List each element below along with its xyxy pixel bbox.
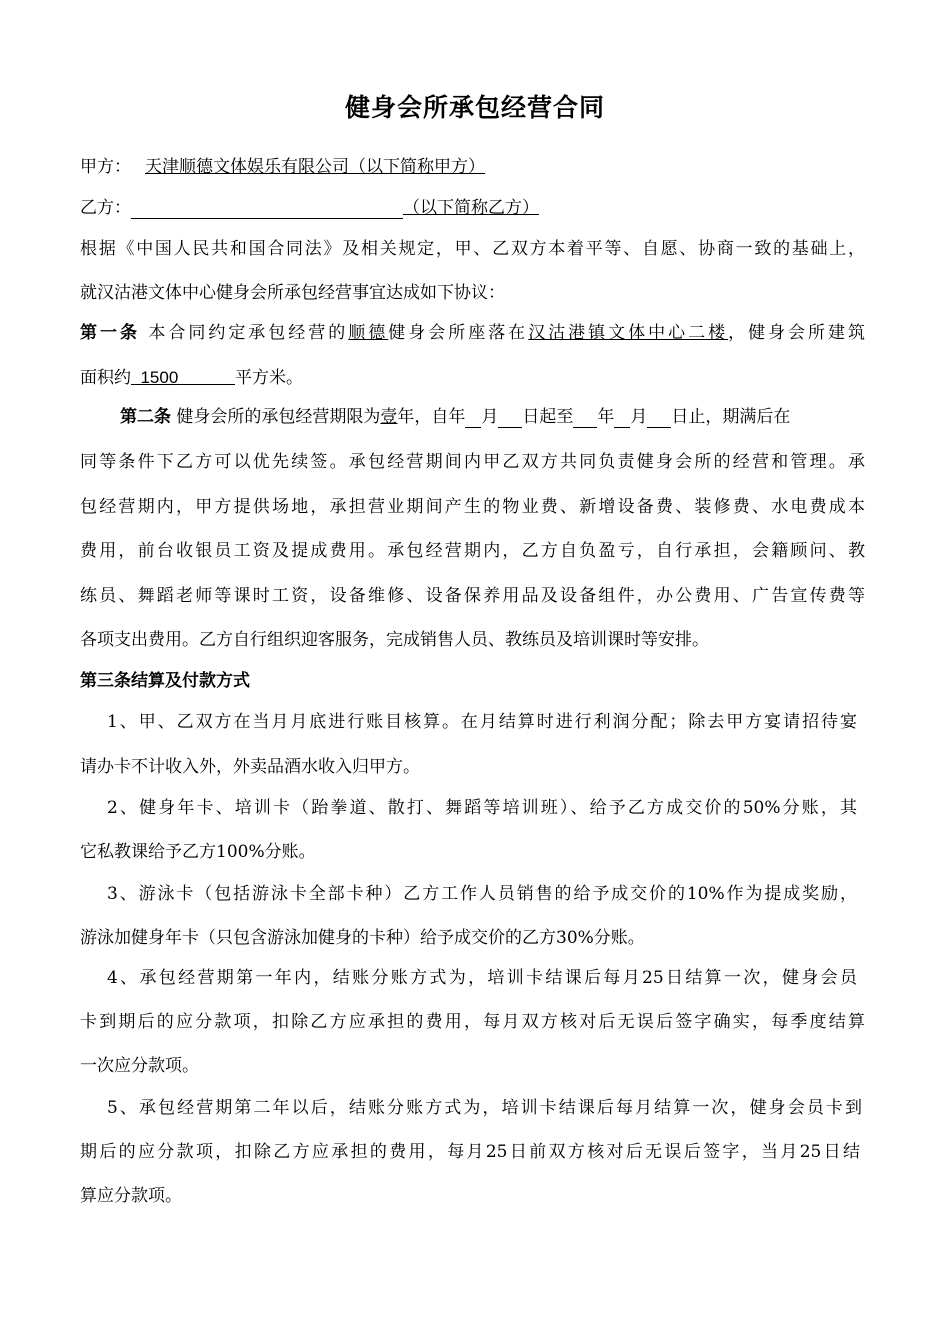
gym-location: 汉沽港镇文体中心二楼	[528, 323, 729, 343]
party-b-suffix: （以下简称乙方）	[403, 198, 539, 218]
document-title: 健身会所承包经营合同	[344, 93, 605, 122]
article-2-body-line: 费用，前台收银员工资及提成费用。承包经营期内，乙方自负盈亏，自行承担，会籍顾问、教	[80, 541, 865, 561]
contract-term: 壹	[380, 407, 398, 427]
party-a-value: 天津顺德文体娱乐有限公司（以下简称甲方）	[145, 157, 485, 177]
article-1-heading: 第一条	[80, 323, 140, 343]
article-1-line-1	[80, 322, 865, 344]
article-1-text: ，健身会所建筑	[728, 323, 866, 343]
article-2-text: 年	[597, 407, 615, 427]
article-3-item-3-line: 游泳加健身年卡（只包含游泳加健身的卡种）给予成交价的乙方30%分账。	[80, 928, 645, 948]
article-3-item-4-line: 一次应分款项。	[80, 1056, 199, 1076]
article-3-item-1-line: 1、甲、乙双方在当月月底进行账目核算。在月结算时进行利润分配；除去甲方宴请招待宴	[107, 712, 857, 732]
article-3-item-1-line: 请办卡不计收入外，外卖品酒水收入归甲方。	[80, 757, 420, 777]
party-a-line	[80, 156, 485, 178]
gym-area-value: 1500	[140, 368, 179, 387]
article-3-item-4-line: 4、承包经营期第一年内，结账分账方式为，培训卡结课后每月25日结算一次，健身会员	[107, 968, 857, 988]
party-a-label: 甲方：	[80, 157, 131, 177]
end-month-blank	[614, 409, 630, 428]
article-2-text: 日起至	[522, 407, 574, 427]
party-b-blank	[131, 200, 403, 219]
article-1-text: 本合同约定承包经营的	[139, 323, 349, 343]
article-3-item-5-line: 期后的应分款项，扣除乙方应承担的费用，每月25日前双方核对后无误后签字，当月25日结	[80, 1142, 860, 1162]
article-2-text: 日止，期满后在	[671, 407, 791, 427]
article-3-item-3-line: 3、游泳卡（包括游泳卡全部卡种）乙方工作人员销售的给予成交价的10%作为提成奖励，	[107, 884, 857, 904]
article-3-heading: 第三条结算及付款方式	[80, 671, 250, 691]
article-2-body-line: 同等条件下乙方可以优先续签。承包经营期间内甲乙双方共同负责健身会所的经营和管理。承	[80, 452, 865, 472]
intro-line-1: 根据《中国人民共和国合同法》及相关规定，甲、乙双方本着平等、自愿、协商一致的基础上，	[80, 239, 865, 259]
article-1-line-2	[80, 367, 303, 389]
article-1-text: 面积约	[80, 368, 131, 388]
article-2-text: 健身会所的承包经营期限为	[171, 407, 381, 427]
article-3-item-5-line: 5、承包经营期第二年以后，结账分账方式为，培训卡结课后每月结算一次，健身会员卡到	[107, 1098, 862, 1118]
article-1-text: 健身会所座落在	[388, 323, 529, 343]
gym-name: 顺德	[348, 323, 389, 343]
party-b-label: 乙方：	[80, 198, 131, 218]
start-month-blank	[465, 409, 481, 428]
start-day-blank	[498, 409, 522, 428]
party-b-line	[80, 197, 539, 219]
article-2-line-1	[120, 406, 790, 428]
article-2-heading: 第二条	[120, 407, 171, 427]
article-2-text: 年，自年	[397, 407, 466, 427]
gym-area	[131, 368, 235, 387]
article-2-body-line: 包经营期内，甲方提供场地，承担营业期间产生的物业费、新增设备费、装修费、水电费成本	[80, 497, 865, 517]
article-2-body-line: 各项支出费用。乙方自行组织迎客服务，完成销售人员、教练员及培训课时等安排。	[80, 630, 709, 650]
article-2-text: 月	[630, 407, 648, 427]
end-day-blank	[647, 409, 671, 428]
intro-line-2: 就汉沽港文体中心健身会所承包经营事宜达成如下协议：	[80, 283, 505, 303]
article-1-text: 平方米。	[234, 368, 303, 388]
article-3-item-2-line: 它私教课给予乙方100%分账。	[80, 842, 316, 862]
article-3-item-5-line: 算应分款项。	[80, 1186, 182, 1206]
end-year-blank	[573, 409, 597, 428]
article-3-item-2-line: 2、健身年卡、培训卡（跆拳道、散打、舞蹈等培训班）、给予乙方成交价的50%分账，其	[107, 798, 857, 818]
article-3-item-4-line: 卡到期后的应分款项，扣除乙方应承担的费用，每月双方核对后无误后签字确实，每季度结算	[80, 1012, 865, 1032]
article-2-body-line: 练员、舞蹈老师等课时工资，设备维修、设备保养用品及设备组件，办公费用、广告宣传费等	[80, 586, 865, 606]
article-2-text: 月	[481, 407, 499, 427]
